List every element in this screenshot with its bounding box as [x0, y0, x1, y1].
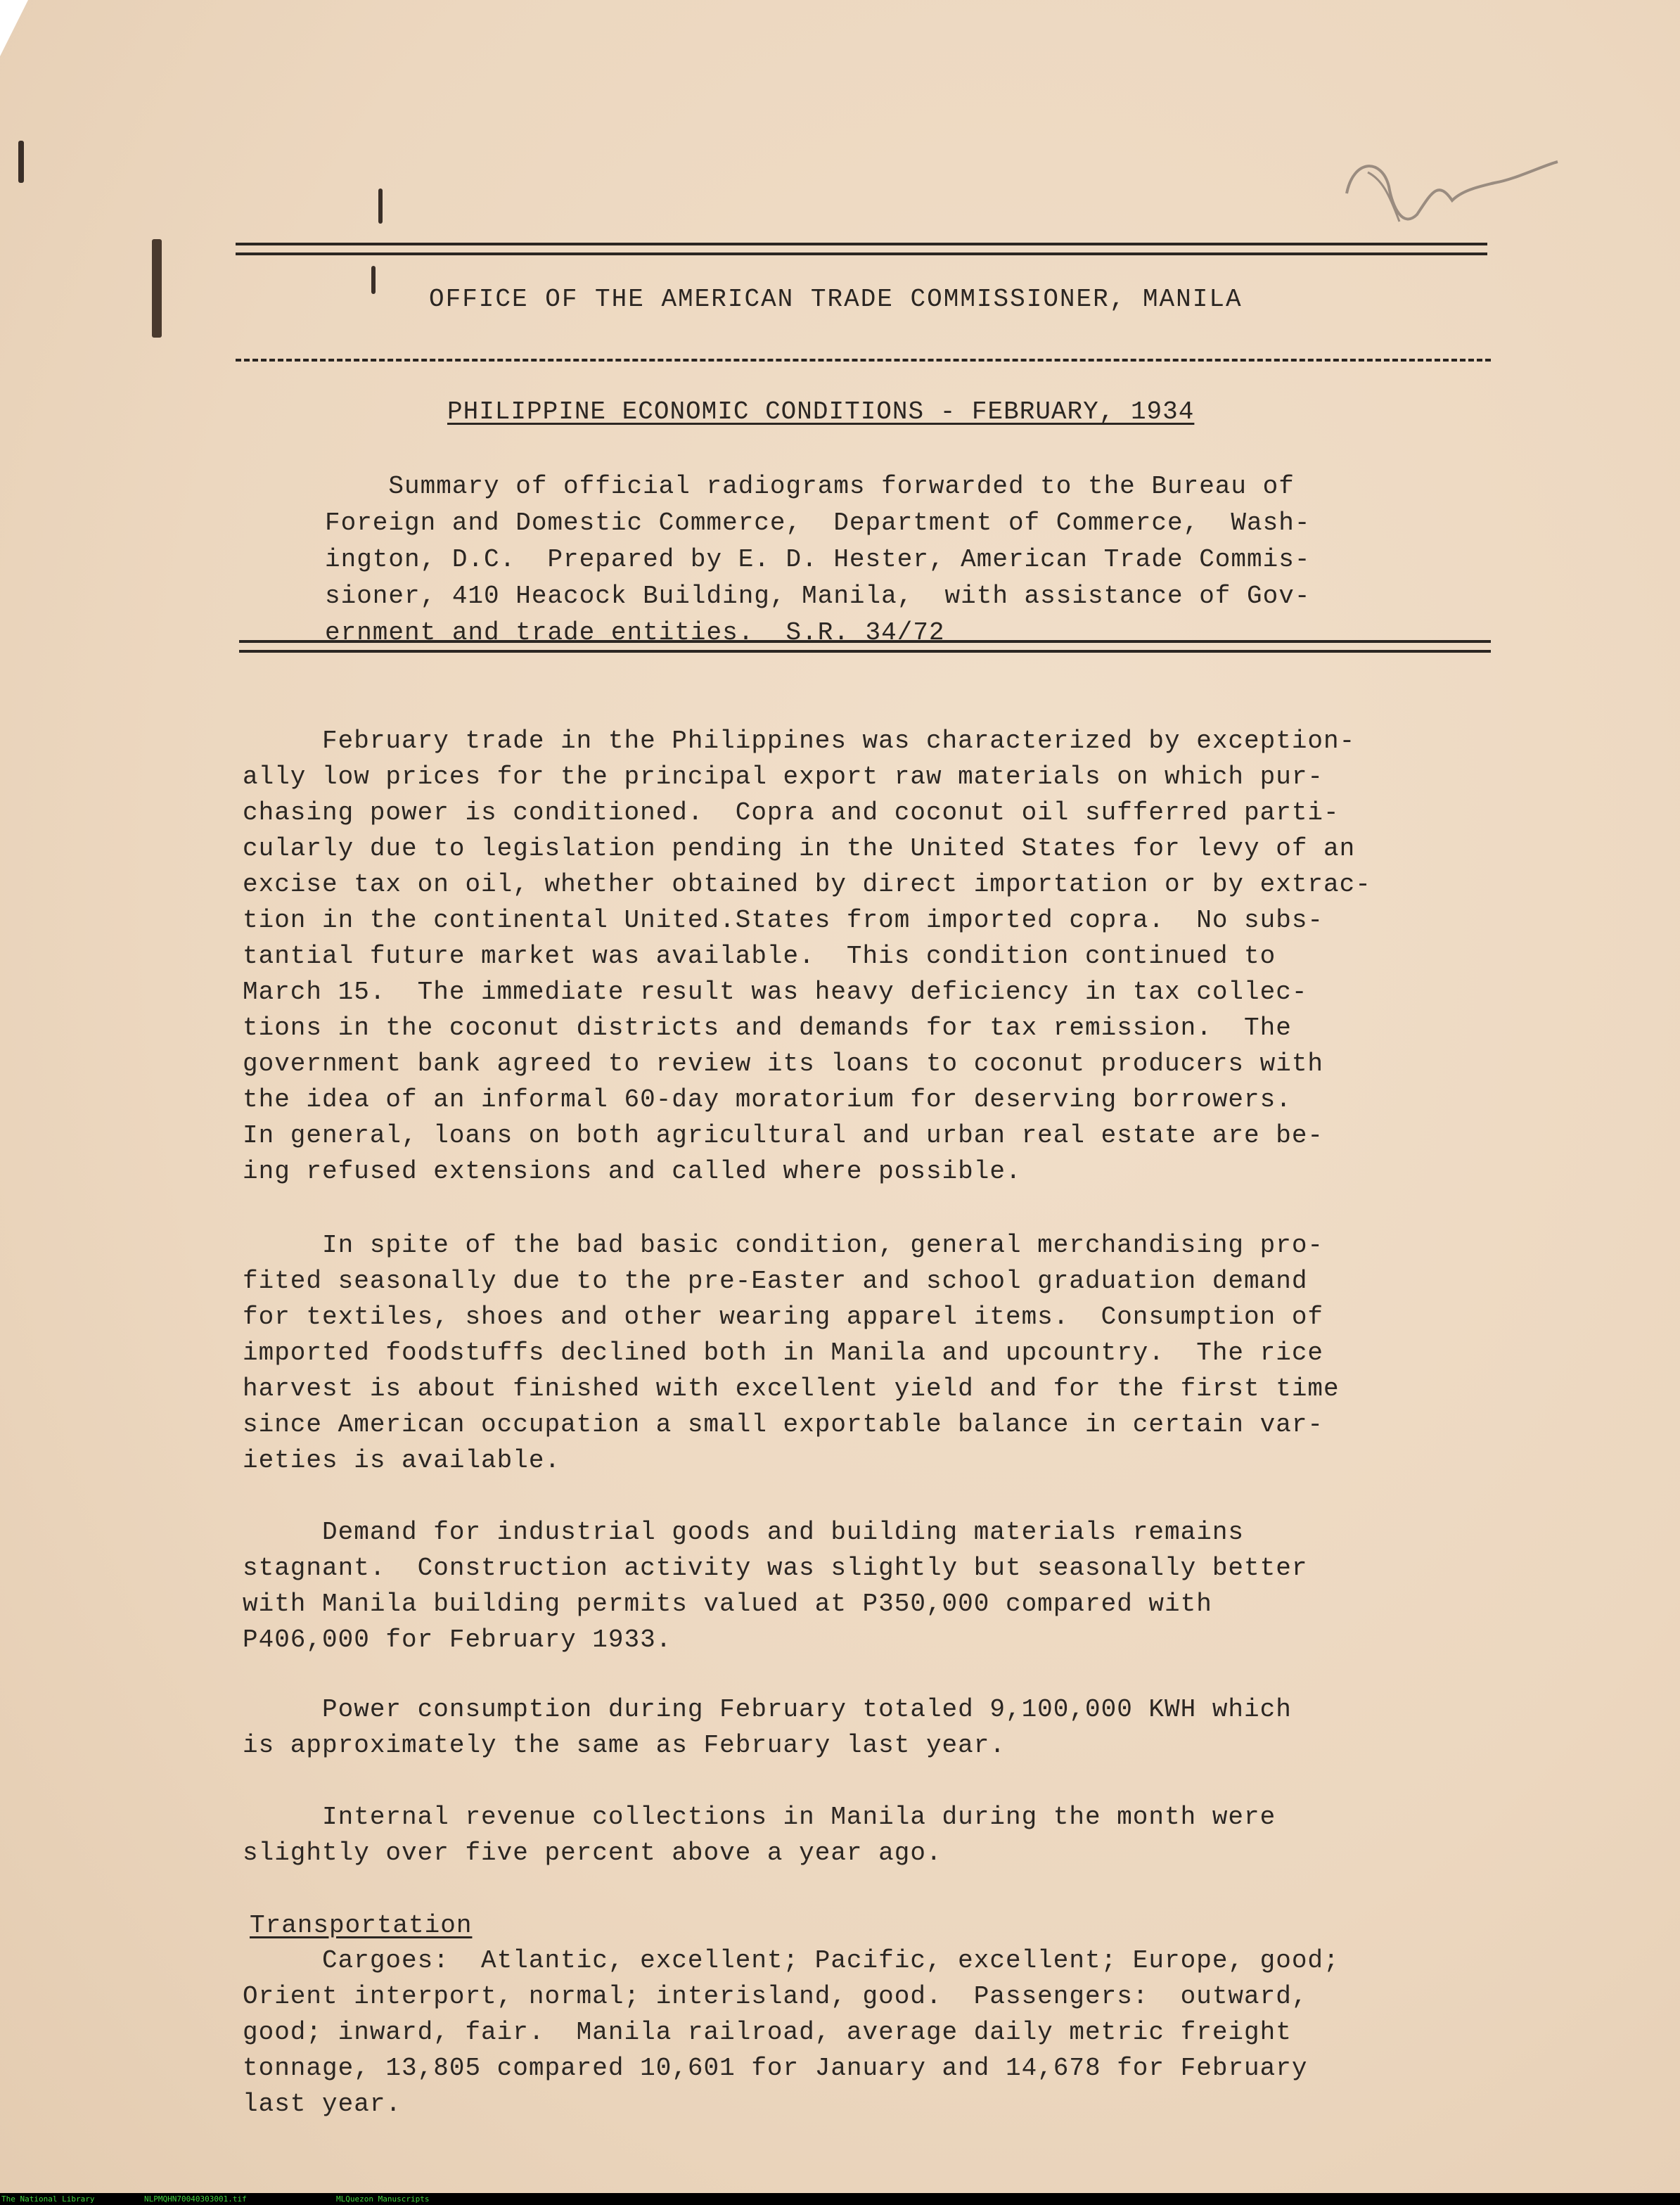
footer-file: NLPMQHN70040303001.tif	[144, 2194, 247, 2204]
scan-footer	[0, 2193, 1680, 2205]
office-header: OFFICE OF THE AMERICAN TRADE COMMISSIONER, MANILA	[429, 285, 1243, 314]
paragraph-line: stagnant. Construction activity was slightly but seasonally better	[243, 1554, 1308, 1583]
paragraph-line: imported foodstuffs declined both in Manila and upcountry. The rice	[243, 1338, 1324, 1367]
binding-mark	[18, 141, 24, 183]
paragraph-line: Power consumption during February totaled 9,100,000 KWH which	[243, 1695, 1292, 1724]
paragraph-line: fited seasonally due to the pre-Easter and school graduation demand	[243, 1267, 1308, 1296]
paragraph-line: last year.	[243, 2090, 402, 2118]
paragraph-line: the idea of an informal 60-day moratorium for deserving borrowers.	[243, 1085, 1292, 1114]
paragraph-line: In general, loans on both agricultural and urban real estate are be-	[243, 1121, 1324, 1150]
handwritten-initials	[1340, 151, 1565, 236]
paragraph	[243, 1692, 1494, 1763]
paragraph	[243, 1799, 1494, 1871]
paragraph	[243, 1514, 1494, 1658]
summary-block	[325, 468, 1436, 651]
paragraph-line: since American occupation a small exportable balance in certain var-	[243, 1410, 1324, 1439]
footer-collection: MLQuezon Manuscripts	[336, 2194, 430, 2204]
paragraph-line: Orient interport, normal; interisland, good. Passengers: outward,	[243, 1982, 1308, 2011]
transportation-paragraph	[243, 1943, 1494, 2122]
paragraph-line: Cargoes: Atlantic, excellent; Pacific, excellent; Europe, good;	[243, 1946, 1340, 1975]
folded-corner	[0, 0, 28, 56]
summary-double-rule	[239, 640, 1491, 653]
paragraph-line: for textiles, shoes and other wearing apparel items. Consumption of	[243, 1303, 1324, 1331]
header-divider	[236, 359, 1491, 362]
top-double-rule	[236, 243, 1487, 255]
paragraph-line: ing refused extensions and called where possible.	[243, 1157, 1022, 1186]
paragraph-line: good; inward, fair. Manila railroad, average daily metric freight	[243, 2018, 1292, 2047]
paragraph-line: Demand for industrial goods and building materials remains	[243, 1518, 1245, 1547]
paragraph-line: tion in the continental United.States from imported copra. No subs-	[243, 906, 1324, 935]
paragraph-line: with Manila building permits valued at P350,000 compared with	[243, 1590, 1212, 1618]
paragraph-line: government bank agreed to review its loans to coconut producers with	[243, 1049, 1324, 1078]
paragraph-line: February trade in the Philippines was characterized by exception-	[243, 727, 1356, 755]
paragraph-line: ally low prices for the principal export raw materials on which pur-	[243, 762, 1324, 791]
paragraph-line: P406,000 for February 1933.	[243, 1625, 672, 1654]
summary-line: ington, D.C. Prepared by E. D. Hester, American Trade Commis-	[325, 545, 1311, 574]
paragraph-line: Internal revenue collections in Manila during the month were	[243, 1803, 1276, 1832]
summary-line: Summary of official radiograms forwarded to the Bureau of	[325, 472, 1295, 501]
paragraph-line: chasing power is conditioned. Copra and coconut oil sufferred parti-	[243, 798, 1340, 827]
paragraph-line: excise tax on oil, whether obtained by direct importation or by extrac-	[243, 870, 1371, 899]
paragraph-line: is approximately the same as February last year.	[243, 1731, 1006, 1760]
paragraph-line: slightly over five percent above a year ago.	[243, 1839, 942, 1867]
paragraph-line: In spite of the bad basic condition, general merchandising pro-	[243, 1231, 1324, 1260]
paragraph-line: cularly due to legislation pending in the United States for levy of an	[243, 834, 1356, 863]
footer-library: The National Library	[1, 2194, 95, 2204]
paragraph	[243, 1227, 1494, 1478]
paragraph-line: ieties is available.	[243, 1446, 561, 1475]
binding-mark	[378, 188, 383, 224]
paragraph-line: harvest is about finished with excellent yield and for the first time	[243, 1374, 1340, 1403]
transportation-heading: Transportation	[250, 1911, 473, 1940]
summary-line: ernment and trade entities. S.R. 34/72	[325, 618, 945, 647]
paragraph	[243, 723, 1494, 1189]
binding-mark	[152, 239, 162, 338]
document-title: PHILIPPINE ECONOMIC CONDITIONS - FEBRUARY, 1934	[447, 397, 1195, 426]
paragraph-line: tonnage, 13,805 compared 10,601 for January and 14,678 for February	[243, 2054, 1308, 2083]
paragraph-line: tions in the coconut districts and demands for tax remission. The	[243, 1014, 1292, 1042]
summary-line: Foreign and Domestic Commerce, Department of Commerce, Wash-	[325, 509, 1311, 537]
binding-mark	[371, 266, 376, 294]
paragraph-line: tantial future market was available. This condition continued to	[243, 942, 1276, 971]
summary-line: sioner, 410 Heacock Building, Manila, with assistance of Gov-	[325, 582, 1311, 611]
paragraph-line: March 15. The immediate result was heavy deficiency in tax collec-	[243, 978, 1308, 1006]
